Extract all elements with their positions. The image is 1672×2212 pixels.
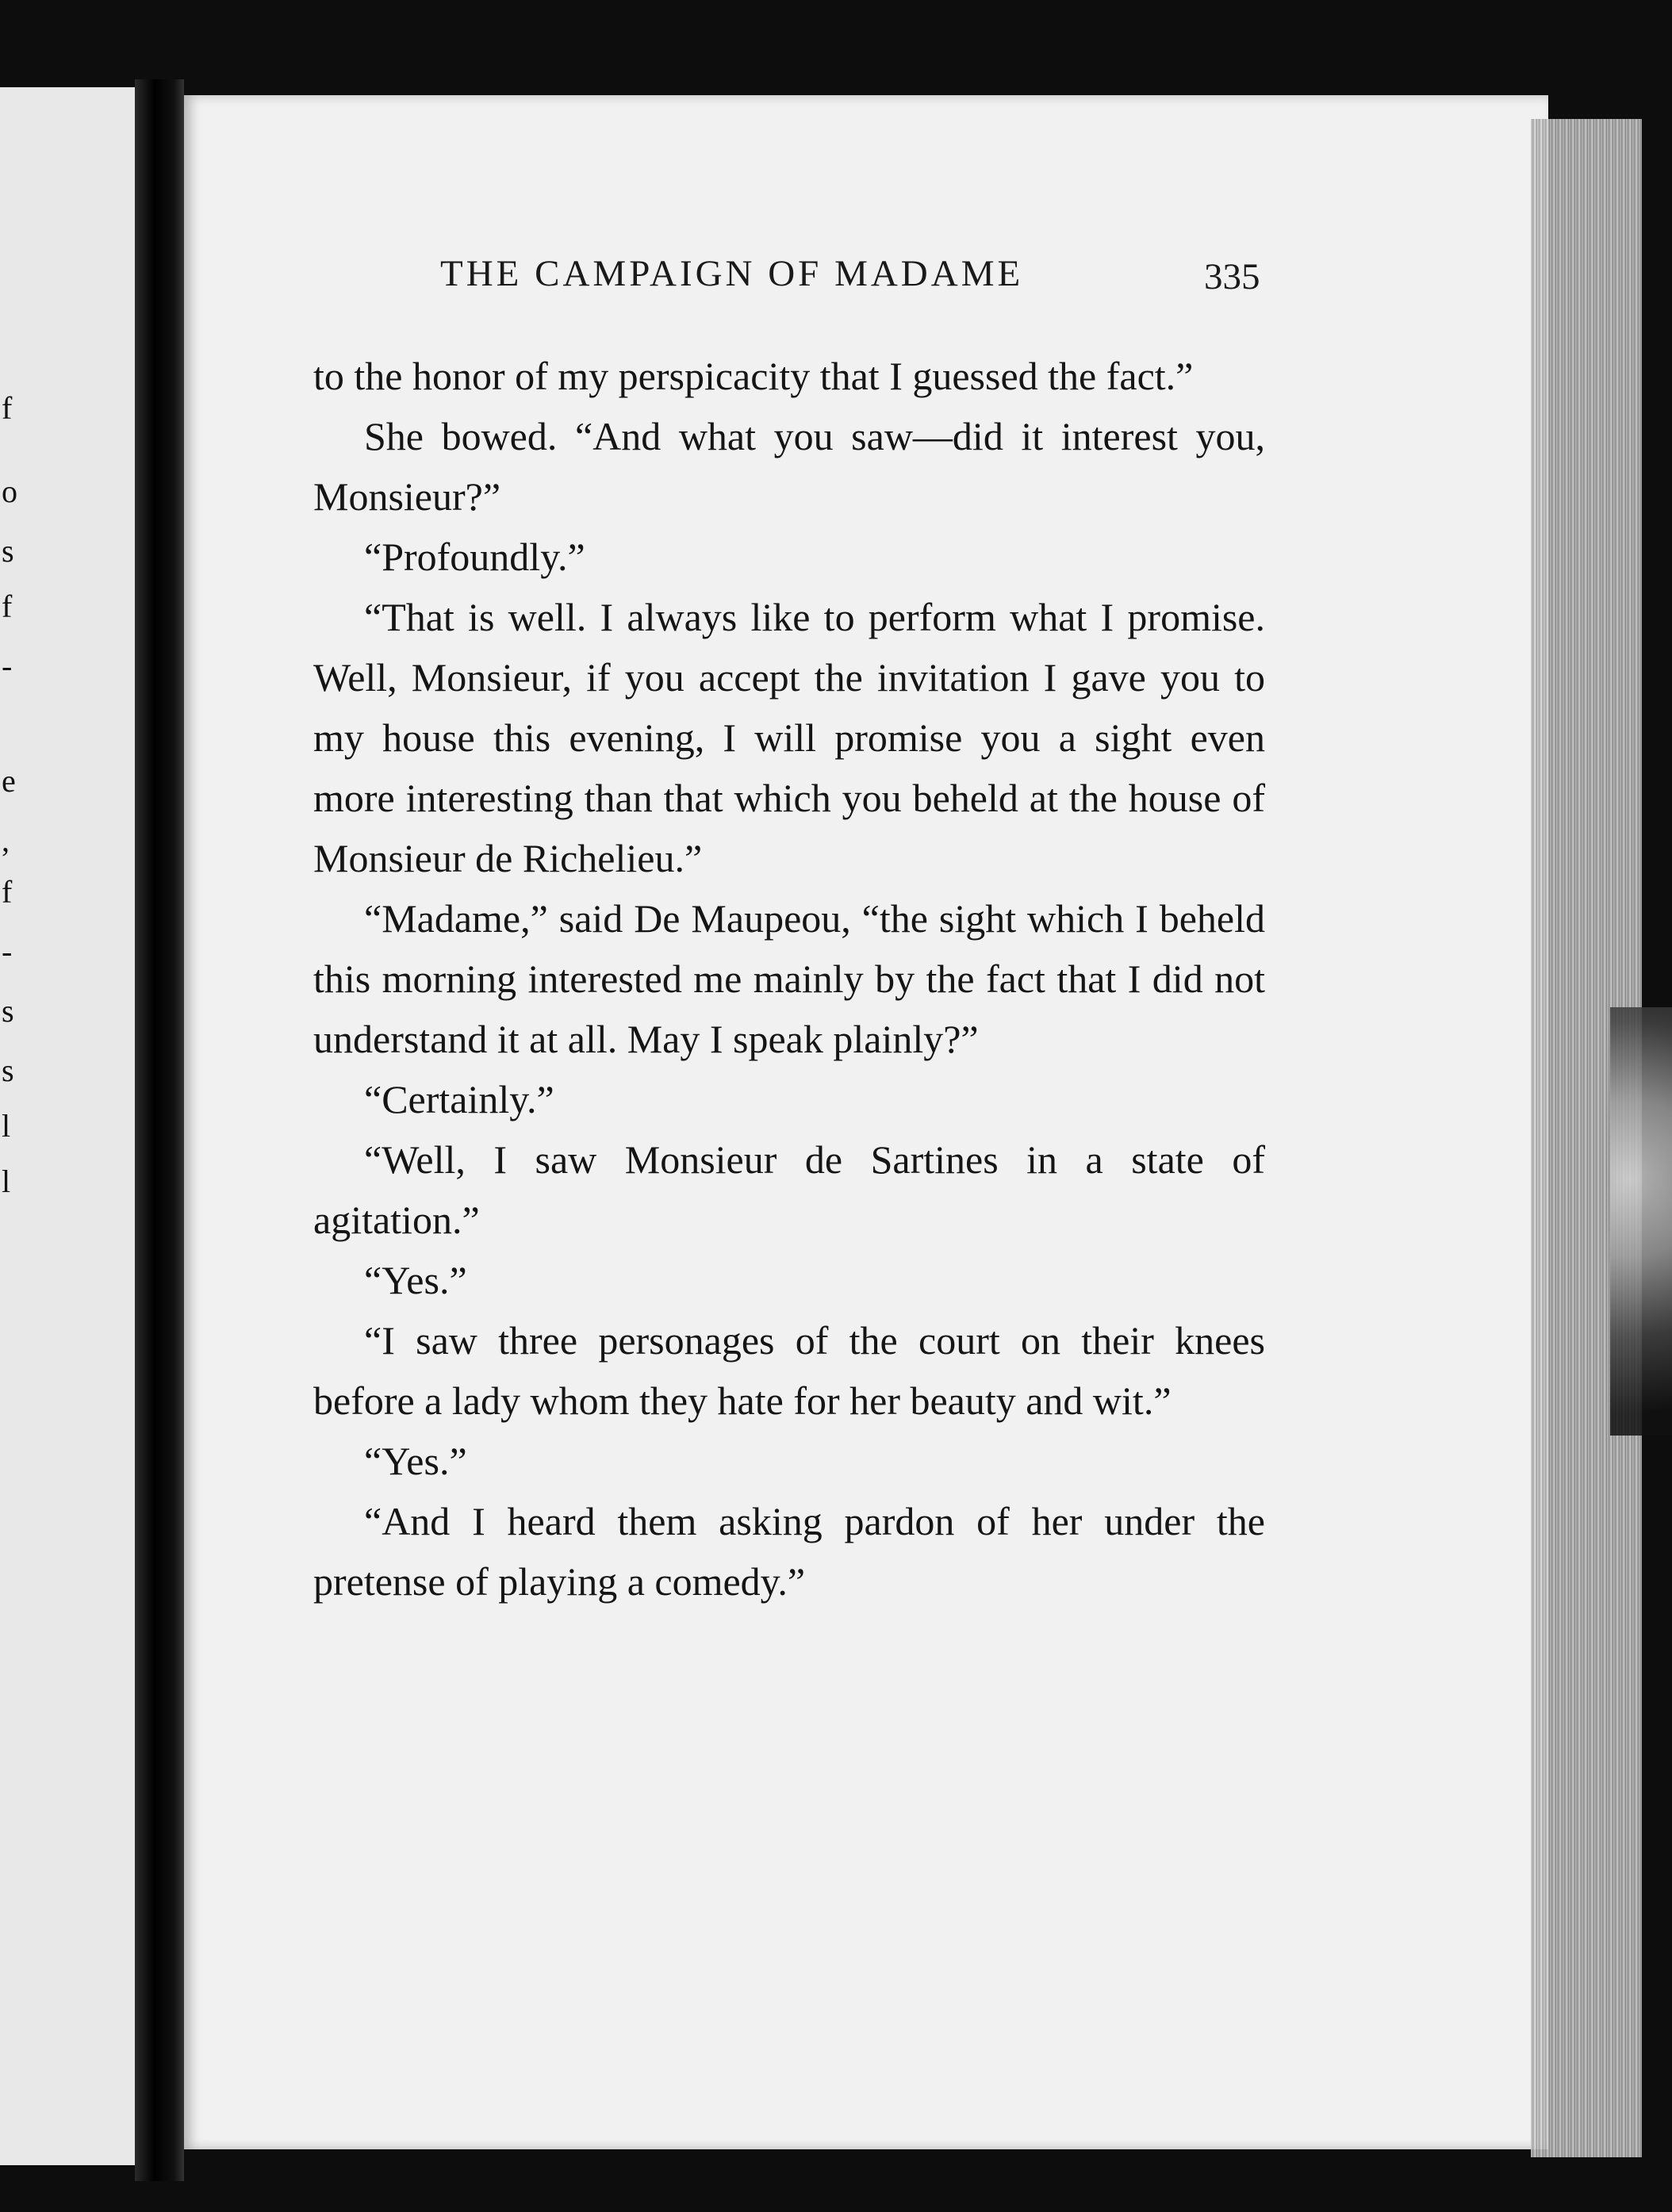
page-number: 335 [1204, 256, 1260, 297]
body-text [313, 346, 1265, 1612]
margin-letter: l [2, 1108, 11, 1144]
margin-letter: f [2, 390, 13, 426]
margin-letter: s [2, 993, 14, 1029]
paragraph: to the honor of my perspicacity that I guessed the fact.” [313, 354, 1194, 398]
paragraph: “Yes.” [364, 1258, 467, 1302]
margin-letter: s [2, 1052, 14, 1088]
paragraph: “Madame,” said De Maupeou, “the sight which I beheld this morning interested me mainly by the fact that I did not understand it at all. May I speak plainly?” [313, 896, 1265, 1061]
margin-letter: l [2, 1164, 11, 1199]
paragraph: “Well, I saw Monsieur de Sartines in a state of agitation.” [313, 1137, 1265, 1242]
frayed-page-edge [1610, 1007, 1672, 1436]
paragraph: “Certainly.” [364, 1077, 554, 1121]
margin-letter: f [2, 874, 13, 910]
book-gutter [135, 79, 184, 2181]
paragraph: “And I heard them asking pardon of her under the pretense of playing a comedy.” [313, 1499, 1265, 1604]
margin-letter: , [2, 822, 10, 858]
running-title: THE CAMPAIGN OF MADAME [440, 253, 1024, 294]
margin-letter: s [2, 533, 14, 569]
margin-letter: - [2, 933, 13, 969]
margin-letter: f [2, 588, 13, 624]
paragraph: “That is well. I always like to perform what I promise. Well, Monsieur, if you accept the invitation I gave you to my house this evening, I will promise you a sight even more interesting than that which you beheld at the house of Monsieur de Richelieu.” [313, 595, 1265, 880]
margin-letter: - [2, 648, 13, 684]
margin-letter: o [2, 473, 17, 509]
paragraph: “I saw three personages of the court on their knees before a lady whom they hate for her beauty and wit.” [313, 1318, 1265, 1423]
paragraph: “Yes.” [364, 1439, 467, 1483]
paragraph: She bowed. “And what you saw—did it interest you, Monsieur?” [313, 414, 1265, 519]
paragraph: “Profoundly.” [364, 535, 585, 579]
margin-letter: e [2, 763, 16, 799]
